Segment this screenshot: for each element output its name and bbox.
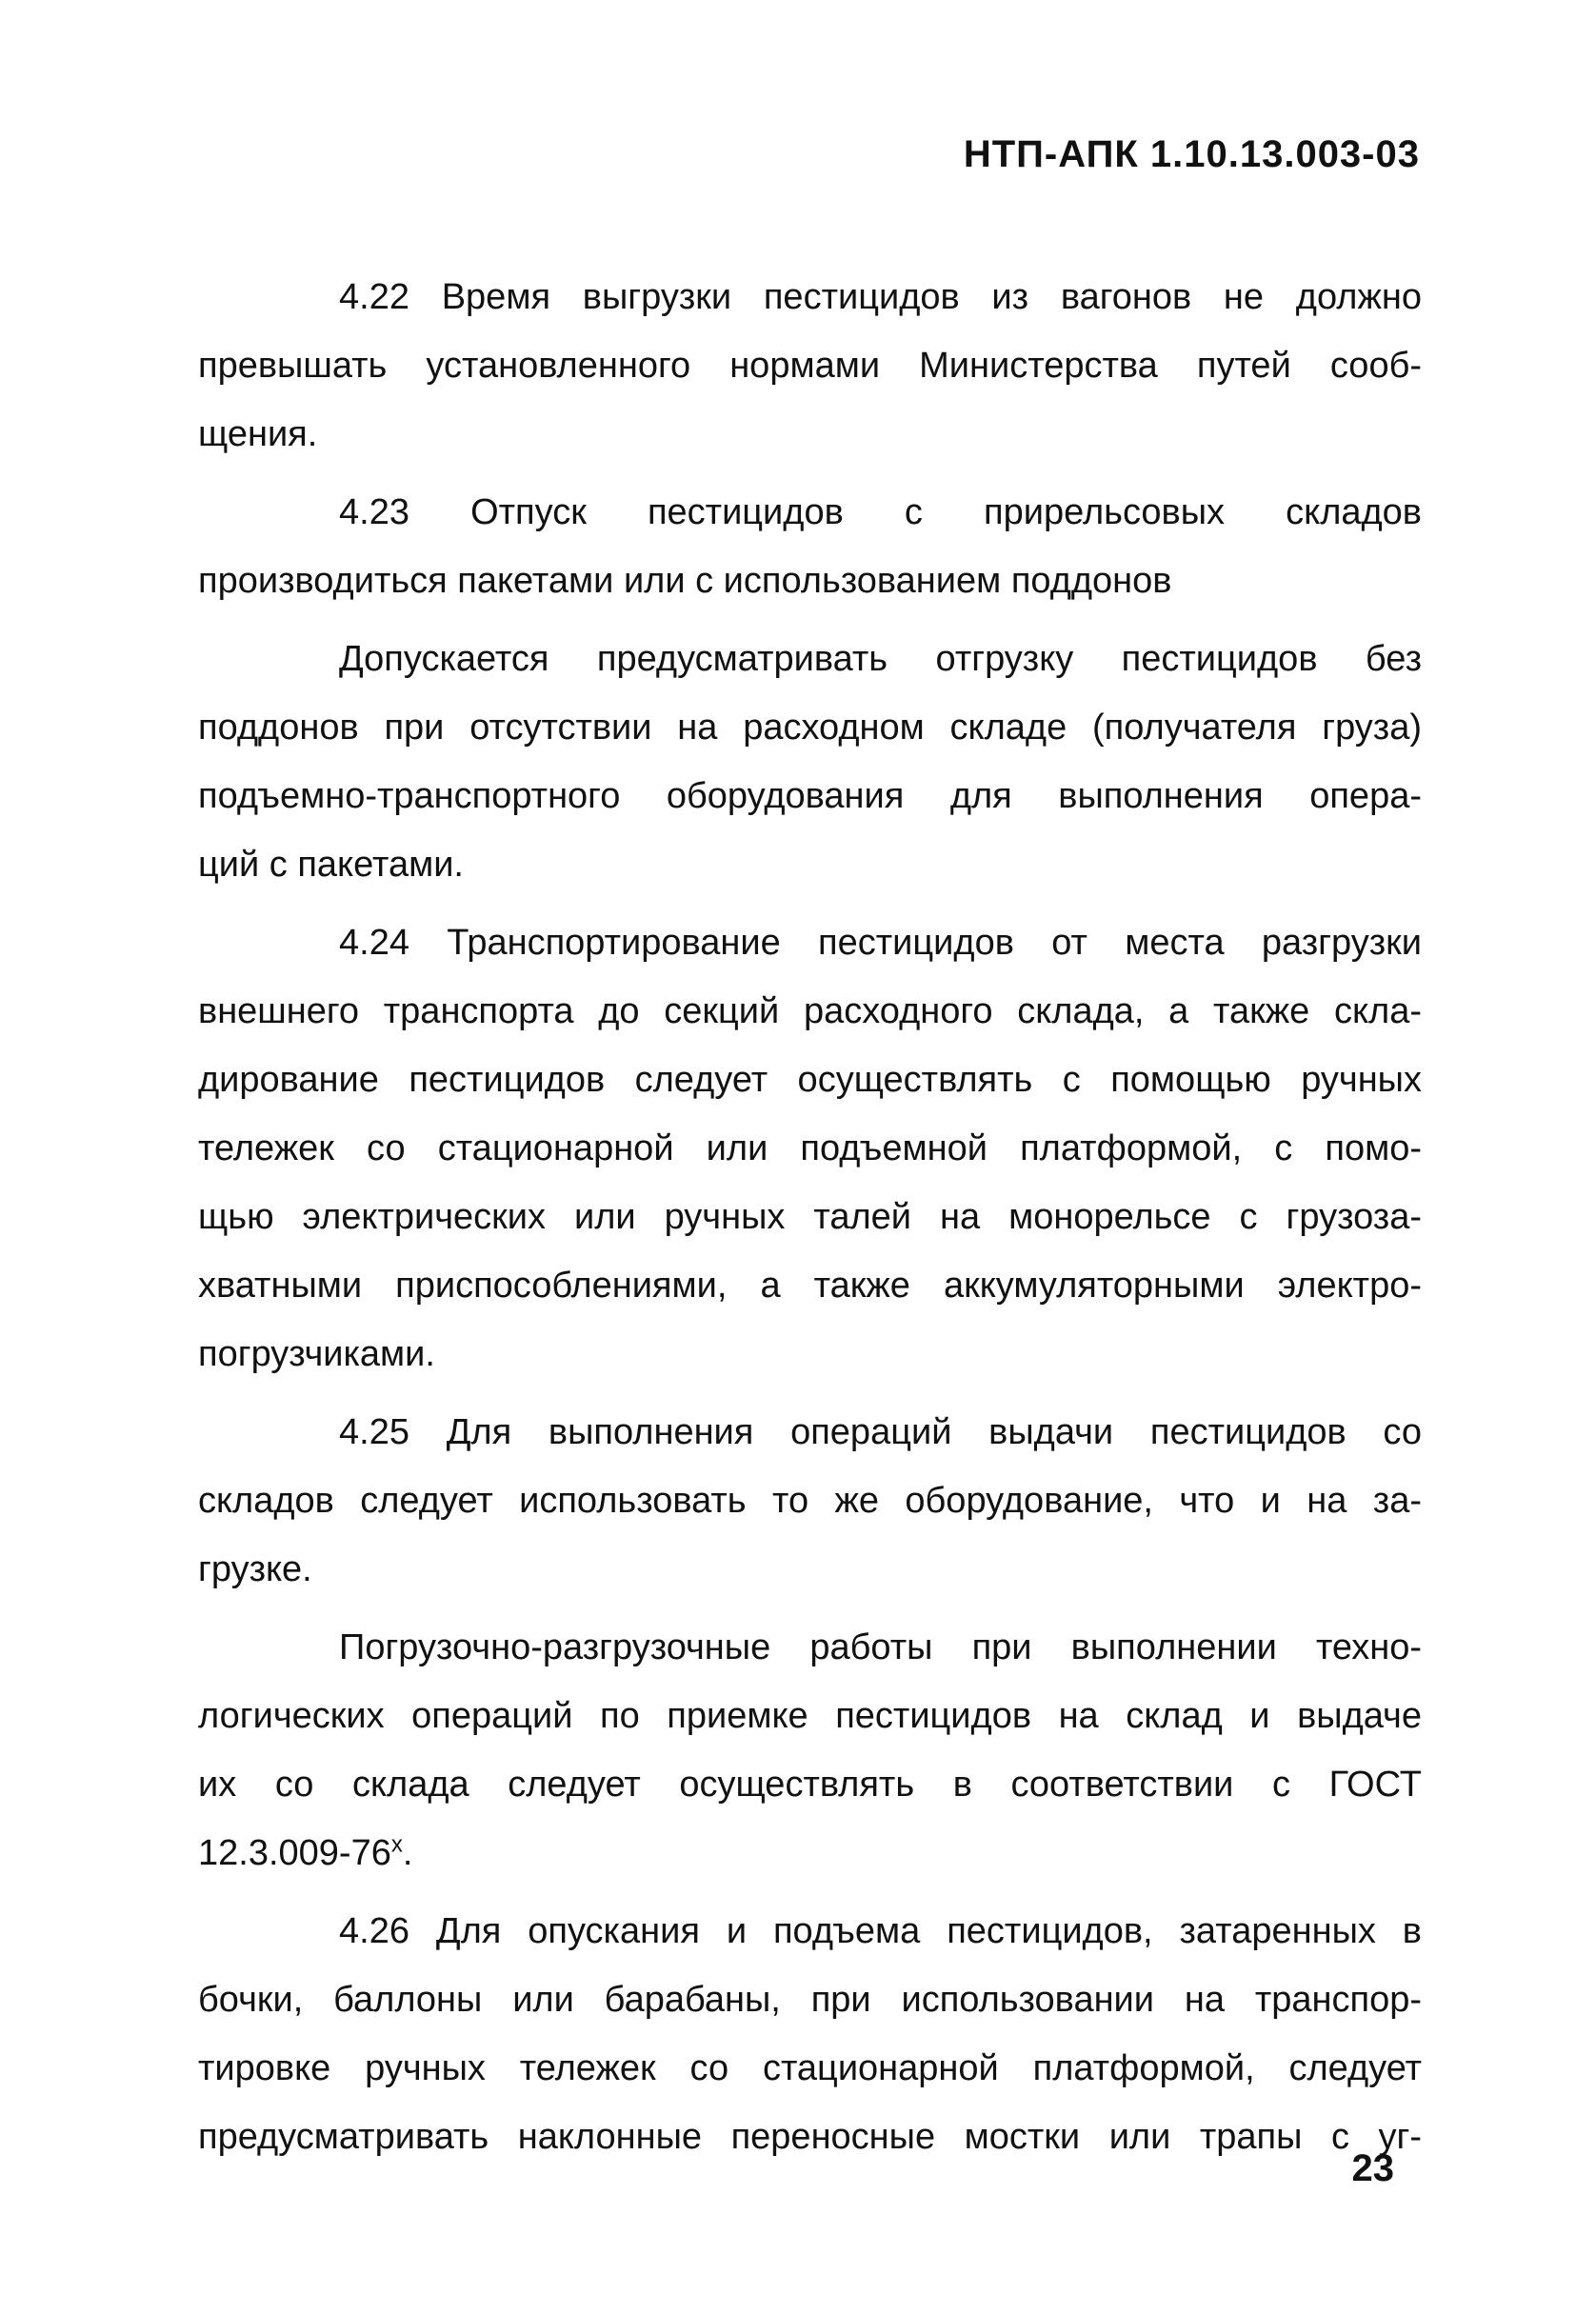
page-number: 23	[1351, 2147, 1394, 2189]
text-line: превышать установленного нормами Министерства путей сооб-	[198, 346, 1422, 386]
text-line: Погрузочно-разгрузочные работы при выполнении техно-	[339, 1627, 1422, 1667]
text-line: их со склада следует осуществлять в соответствии с ГОСТ	[198, 1765, 1422, 1805]
gost-number: 12.3.009-76	[198, 1833, 391, 1873]
text-line: тележек со стационарной или подъемной платформой, с помо-	[198, 1128, 1422, 1168]
text-line: 4.25 Для выполнения операций выдачи пестицидов со	[339, 1412, 1422, 1452]
text-line: погрузчиками.	[198, 1334, 435, 1374]
paragraph-allowed	[198, 625, 1422, 899]
paragraph-4-22	[198, 263, 1422, 469]
body-text	[198, 263, 1422, 2171]
text-line: грузке.	[198, 1549, 312, 1589]
text-line: хватными приспособлениями, а также аккумуляторными электро-	[198, 1266, 1422, 1306]
text-line: 4.24 Транспортирование пестицидов от места разгрузки	[339, 923, 1422, 963]
text-line: производиться пакетами или с использованием поддонов	[198, 561, 1172, 601]
text-line: ций с пакетами.	[198, 845, 464, 885]
text-line: тировке ручных тележек со стационарной платформой, следует	[198, 2048, 1422, 2088]
text-line: Допускается предусматривать отгрузку пестицидов без	[339, 639, 1422, 679]
text-line: предусматривать наклонные переносные мостки или трапы с уг-	[198, 2117, 1422, 2157]
gost-superscript: х	[390, 1831, 403, 1858]
text-line: складов следует использовать то же оборудование, что и на за-	[198, 1481, 1422, 1521]
text-line: щения.	[198, 414, 318, 454]
gost-tail: .	[402, 1833, 413, 1873]
text-line: 4.23 Отпуск пестицидов с прирельсовых складов	[339, 492, 1422, 532]
text-line: бочки, баллоны или барабаны, при использовании на транспор-	[198, 1980, 1422, 2020]
text-line: 4.26 Для опускания и подъема пестицидов, затаренных в	[339, 1911, 1422, 1951]
paragraph-4-23	[198, 478, 1422, 615]
text-line: внешнего транспорта до секций расходного склада, а также скла-	[198, 991, 1422, 1031]
paragraph-loading-works	[198, 1613, 1422, 1887]
text-line: щью электрических или ручных талей на монорельсе с грузоза-	[198, 1197, 1422, 1237]
text-line: поддонов при отсутствии на расходном складе (получателя груза)	[198, 708, 1422, 748]
text-line: логических операций по приемке пестицидов на склад и выдаче	[198, 1696, 1422, 1736]
document-code: НТП-АПК 1.10.13.003-03	[963, 133, 1420, 175]
text-line-gost-reference	[198, 1819, 1422, 1887]
paragraph-4-25	[198, 1398, 1422, 1604]
paragraph-4-24	[198, 908, 1422, 1388]
text-line: дирование пестицидов следует осуществлять с помощью ручных	[198, 1060, 1422, 1100]
paragraph-4-26	[198, 1897, 1422, 2171]
text-line: 4.22 Время выгрузки пестицидов из вагонов не должно	[339, 277, 1422, 317]
text-line: подъемно-транспортного оборудования для выполнения опера-	[198, 776, 1422, 816]
